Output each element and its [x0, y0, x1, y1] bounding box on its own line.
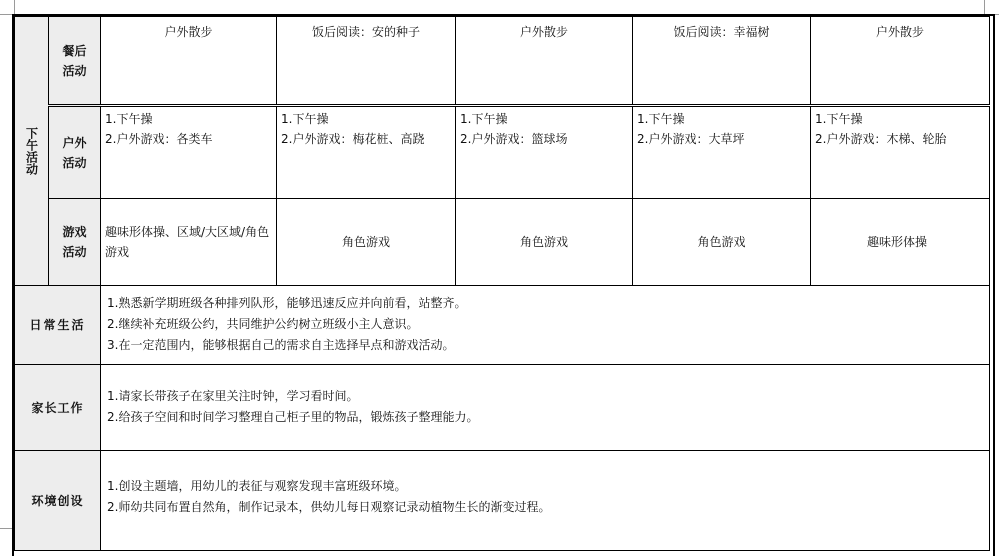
environment-label: 环境创设 [15, 451, 101, 551]
outdoor-cell [811, 106, 990, 199]
outdoor-line: 2.户外游戏：各类车 [105, 132, 213, 146]
after-meal-label: 餐后活动 [49, 17, 101, 106]
outdoor-line: 1.下午操 [460, 112, 508, 126]
after-meal-cell: 户外散步 [811, 17, 990, 106]
outdoor-line: 1.下午操 [105, 112, 153, 126]
after-meal-cell: 户外散步 [101, 17, 277, 106]
parent-work-row [15, 365, 990, 451]
parent-work-line: 2.给孩子空间和时间学习整理自己柜子里的物品，锻炼孩子整理能力。 [107, 410, 479, 424]
daily-life-line: 1.熟悉新学期班级各种排列队形，能够迅速反应并向前看，站整齐。 [107, 296, 467, 310]
daily-life-line: 3.在一定范围内，能够根据自己的需求自主选择早点和游戏活动。 [107, 338, 455, 352]
after-meal-cell: 户外散步 [456, 17, 633, 106]
environment-line: 2.师幼共同布置自然角，制作记录本，供幼儿每日观察记录动植物生长的渐变过程。 [107, 500, 551, 514]
parent-work-label: 家长工作 [15, 365, 101, 451]
outdoor-row [15, 106, 990, 199]
games-cell: 角色游戏 [456, 199, 633, 286]
parent-work-line: 1.请家长带孩子在家里关注时钟，学习看时间。 [107, 389, 359, 403]
daily-life-line: 2.继续补充班级公约，共同维护公约树立班级小主人意识。 [107, 317, 419, 331]
daily-life-content [101, 286, 990, 365]
games-cell: 趣味形体操 [811, 199, 990, 286]
outdoor-line: 1.下午操 [815, 112, 863, 126]
outdoor-cell [456, 106, 633, 199]
outdoor-line: 2.户外游戏：大草坪 [637, 132, 745, 146]
after-meal-row [15, 17, 990, 106]
outdoor-cell [101, 106, 277, 199]
after-meal-cell: 饭后阅读：幸福树 [633, 17, 811, 106]
outdoor-label: 户外活动 [49, 106, 101, 199]
daily-life-label: 日常生活 [15, 286, 101, 365]
environment-line: 1.创设主题墙，用幼儿的表征与观察发现丰富班级环境。 [107, 479, 407, 493]
afternoon-section-label: 下午活动 [15, 17, 49, 286]
outdoor-line: 1.下午操 [281, 112, 329, 126]
outdoor-line: 2.户外游戏：木梯、轮胎 [815, 132, 947, 146]
outdoor-line: 2.户外游戏：篮球场 [460, 132, 568, 146]
games-cell: 角色游戏 [277, 199, 456, 286]
outdoor-cell [633, 106, 811, 199]
games-label: 游戏活动 [49, 199, 101, 286]
page-corner-mark [0, 0, 15, 15]
games-row [15, 199, 990, 286]
weekly-plan-table [14, 16, 990, 551]
games-cell: 趣味形体操、区域/大区域/角色游戏 [101, 199, 277, 286]
outdoor-line: 2.户外游戏：梅花桩、高跷 [281, 132, 425, 146]
environment-content [101, 451, 990, 551]
parent-work-content [101, 365, 990, 451]
daily-life-row [15, 286, 990, 365]
after-meal-cell: 饭后阅读：安的种子 [277, 17, 456, 106]
environment-row [15, 451, 990, 551]
outdoor-line: 1.下午操 [637, 112, 685, 126]
outdoor-cell [277, 106, 456, 199]
page-corner-mark [984, 0, 999, 15]
games-cell: 角色游戏 [633, 199, 811, 286]
